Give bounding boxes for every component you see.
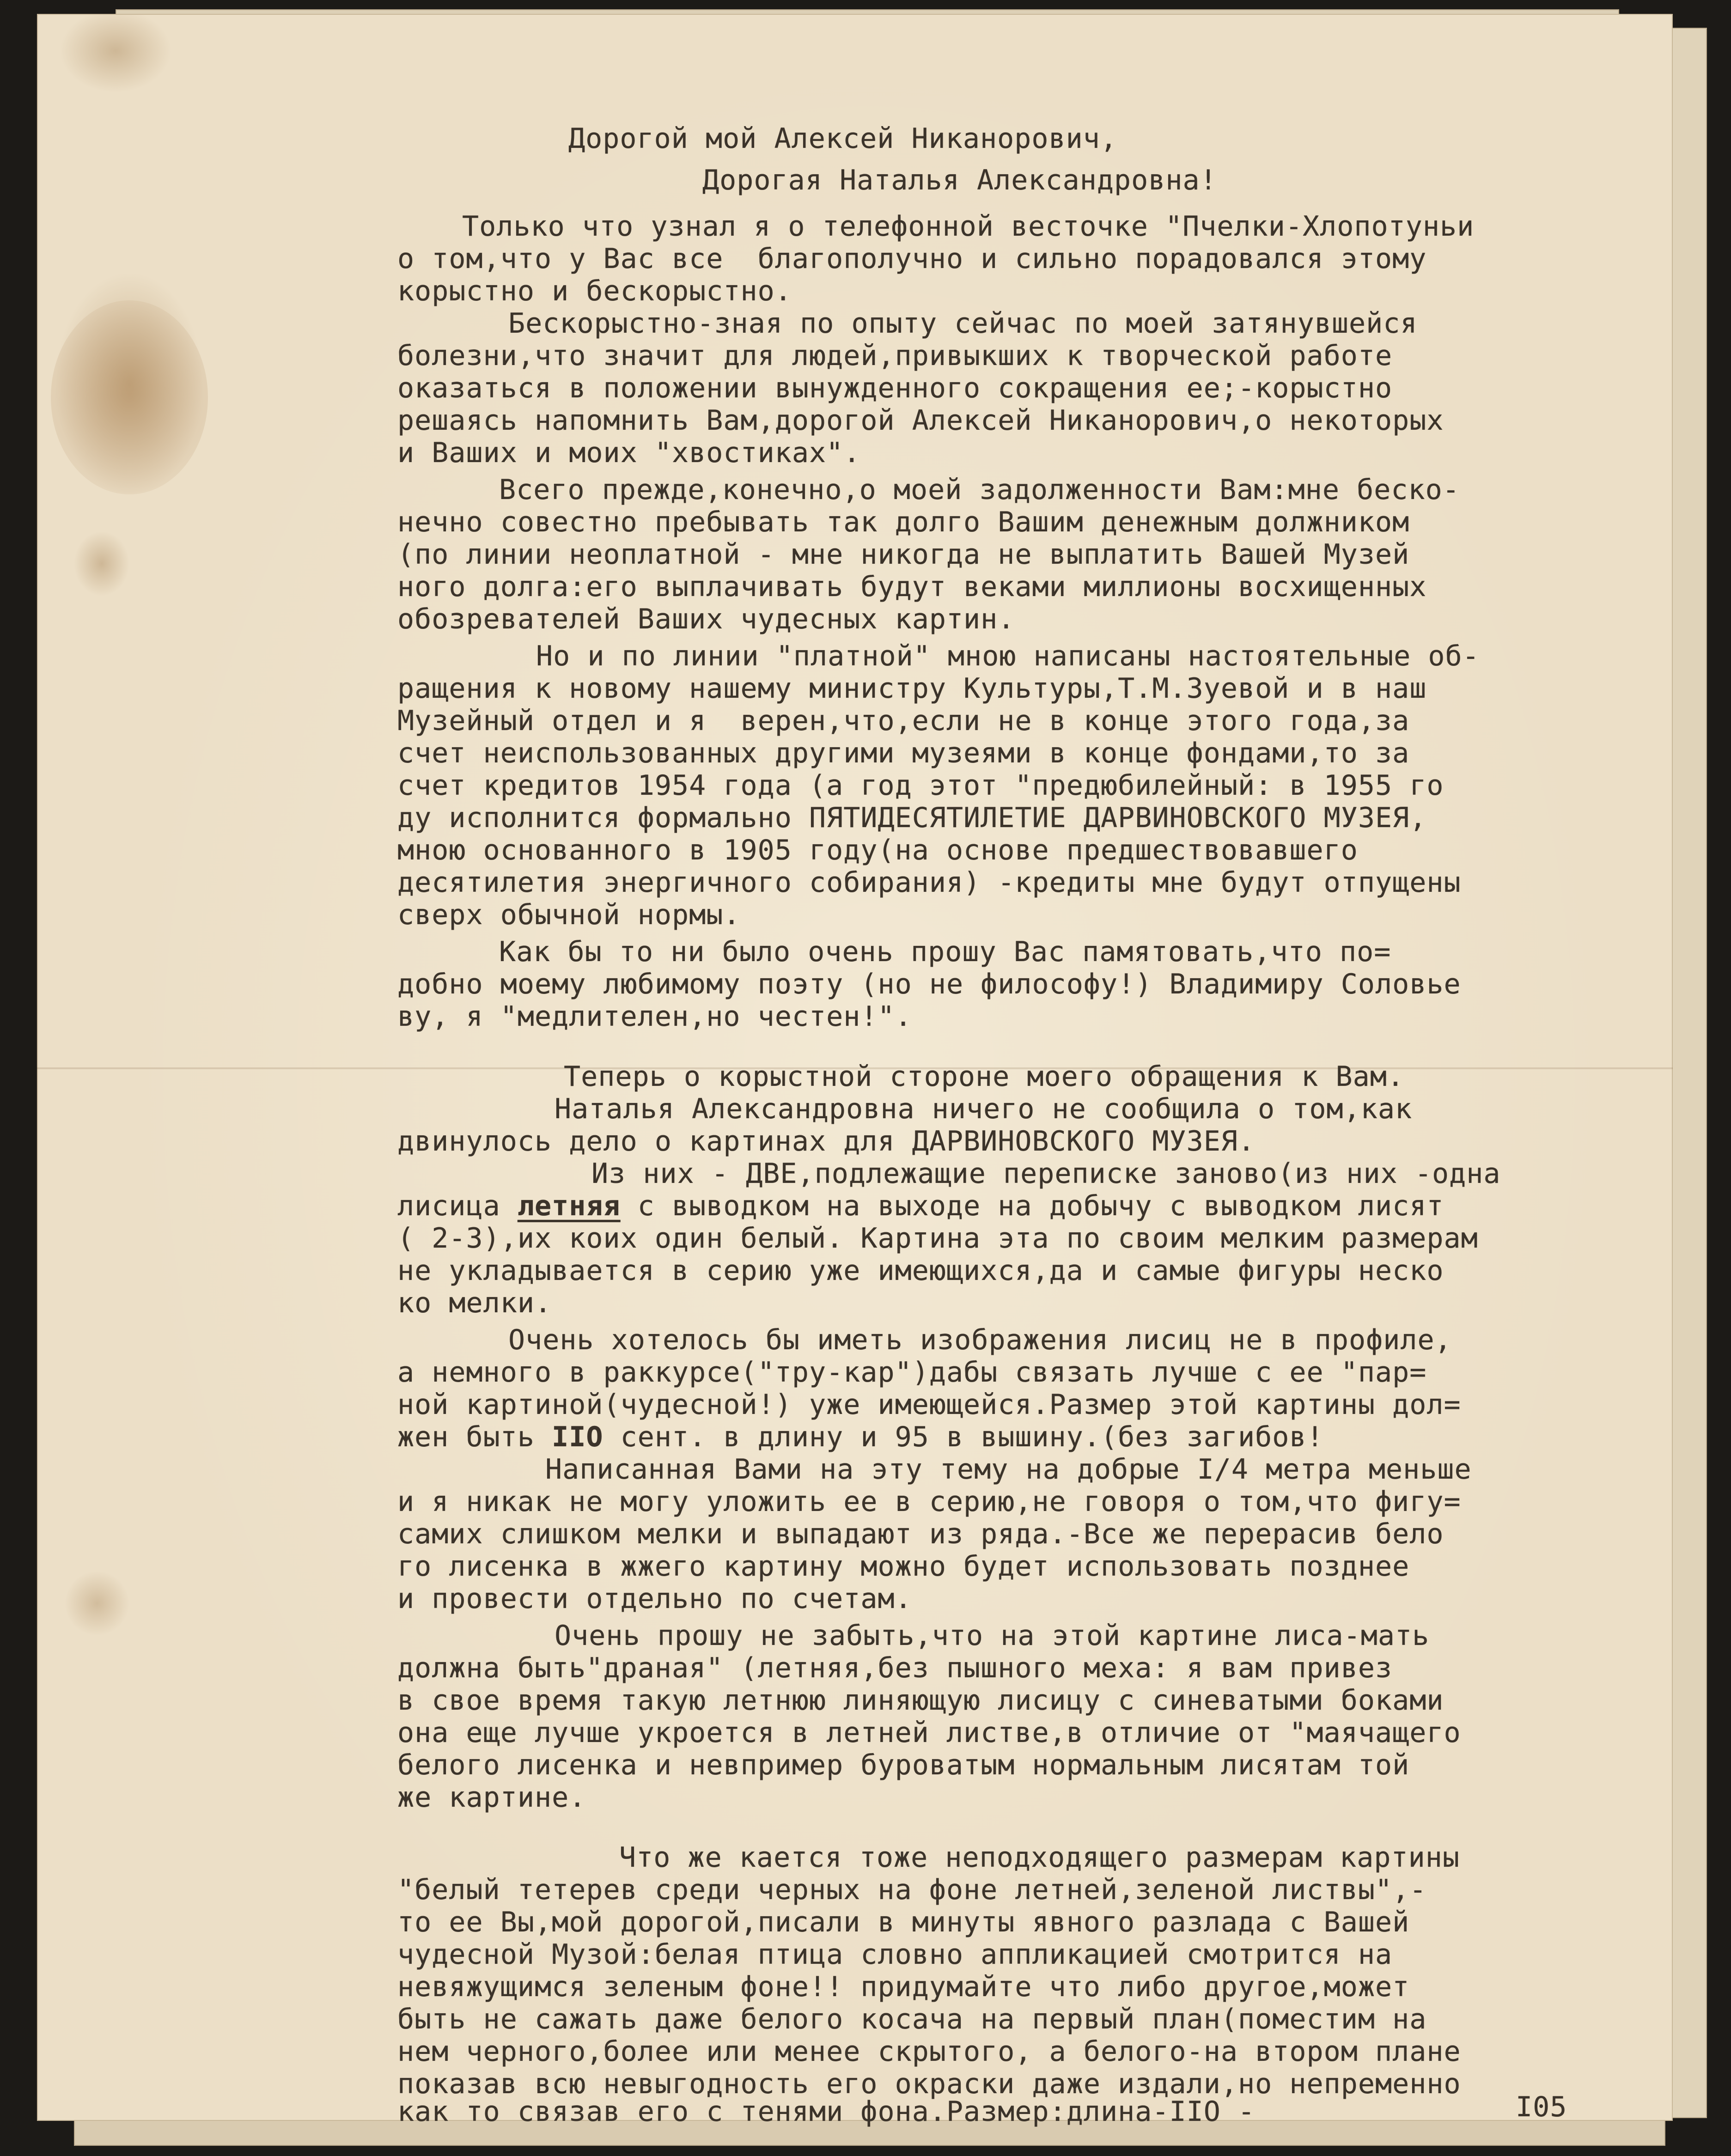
text-line: болезни,что значит для людей,привыкших к творческой работе	[397, 340, 1393, 372]
text-line: ( 2-3),их коих один белый. Картина эта по своим мелким размерам	[397, 1222, 1478, 1255]
text-line: Бескорыстно-зная по опыту сейчас по моей затянувшейся	[508, 307, 1418, 340]
text-line: ращения к новому нашему министру Культуры,Т.М.Зуевой и в наш	[397, 672, 1427, 705]
text-line: белого лисенка и невпример буроватым нормальным лисятам той	[397, 1749, 1410, 1781]
text-line: Очень хотелось бы иметь изображения лисиц не в профиле,	[508, 1324, 1452, 1356]
text-line: и я никак не могу уложить ее в серию,не говоря о том,что фигу=	[397, 1486, 1461, 1518]
text-line: Что же кается тоже неподходящего размерам картины	[619, 1841, 1460, 1874]
text-line: ву, я "медлителен,но честен!".	[397, 1000, 912, 1033]
text-line: решаясь напомнить Вам,дорогой Алексей Никанорович,о некоторых	[397, 404, 1444, 437]
text-line: оказаться в положении вынужденного сокращения ее;-корыстно	[397, 372, 1393, 404]
text-line: Очень прошу не забыть,что на этой картине лиса-мать	[555, 1620, 1430, 1652]
text-line: то ее Вы,мой дорогой,писали в минуты явного разлада с Вашей	[397, 1906, 1410, 1938]
underlined-word: летняя	[517, 1190, 621, 1222]
text-line-with-bold	[397, 1423, 1324, 1453]
text-line: ной картиной(чудесной!) уже имеющейся.Размер этой картины дол=	[397, 1389, 1461, 1421]
bold-number: IIO	[552, 1421, 603, 1453]
text-line: как то связав его с тенями фона.Размер:длина-IIO -	[397, 2095, 1256, 2128]
text-line: мною основанного в 1905 году(на основе предшествовавшего	[397, 834, 1358, 866]
text-line: сверх обычной нормы.	[397, 899, 741, 931]
text-line: Всего прежде,конечно,о моей задолженности Вам:мне беско-	[499, 474, 1460, 506]
text-line: го лисенка в жжего картину можно будет использовать позднее	[397, 1550, 1410, 1583]
text-line: и Ваших и моих "хвостиках".	[397, 437, 861, 469]
text-line: она еще лучше укроется в летней листве,в отличие от "маячащего	[397, 1717, 1461, 1749]
text-line: добно моему любимому поэту (но не философу!) Владимиру Соловье	[397, 968, 1461, 1000]
typewritten-letter-page	[37, 14, 1673, 2128]
text-line: в свое время такую летнюю линяющую лисицу с синеватыми боками	[397, 1684, 1444, 1717]
text-line: Из них - ДВЕ,подлежащие переписке заново(из них -одна	[591, 1157, 1501, 1190]
text-fragment: с выводком на выходе на добычу с выводком лисят	[620, 1190, 1444, 1222]
text-fragment: сент. в длину и 95 в вышину.(без загибов!	[603, 1421, 1324, 1453]
text-line: и провести отдельно по счетам.	[397, 1583, 912, 1615]
text-line: нечно совестно пребывать так долго Вашим денежным должником	[397, 506, 1410, 538]
text-line: чудесной Музой:белая птица словно аппликацией смотрится на	[397, 1938, 1393, 1971]
letter-text	[37, 14, 1673, 2128]
text-line: счет неиспользованных другими музеями в конце фондами,то за	[397, 737, 1410, 769]
text-line: Наталья Александровна ничего не сообщила о том,как	[555, 1093, 1413, 1125]
text-line: Теперь о корыстной стороне моего обращения к Вам.	[564, 1060, 1405, 1093]
text-line: показав всю невыгодность его окраски даже издали,но непременно	[397, 2068, 1461, 2100]
text-line: должна быть"драная" (летняя,без пышного меха: я вам привез	[397, 1652, 1393, 1684]
text-line: же картине.	[397, 1781, 586, 1814]
text-line: Написанная Вами на эту тему на добрые I/4 метра меньше	[545, 1453, 1472, 1486]
text-line: ного долга:его выплачивать будут веками миллионы восхищенных	[397, 571, 1427, 603]
text-fragment: лисица	[397, 1190, 518, 1222]
text-line: Только что узнал я о телефонной весточке "Пчелки-Хлопотуньи	[462, 210, 1475, 243]
text-line: быть не сажать даже белого косача на первый план(поместим на	[397, 2003, 1427, 2035]
text-line: ду исполнится формально ПЯТИДЕСЯТИЛЕТИЕ ДАРВИНОВСКОГО МУЗЕЯ,	[397, 802, 1427, 834]
text-line: о том,что у Вас все благополучно и сильно порадовался этому	[397, 243, 1427, 275]
text-line-with-underline	[397, 1192, 1444, 1222]
text-line: ко мелки.	[397, 1287, 552, 1319]
salutation-line: Дорогой мой Алексей Никанорович,	[568, 122, 1117, 155]
page-edge-number: I05	[1516, 2091, 1567, 2123]
text-fragment: жен быть	[397, 1421, 552, 1453]
text-line: корыстно и бескорыстно.	[397, 275, 792, 307]
text-line: не укладывается в серию уже имеющихся,да и самые фигуры неско	[397, 1255, 1444, 1287]
text-line: нем черного,более или менее скрытого, а белого-на втором плане	[397, 2035, 1461, 2068]
text-line: самих слишком мелки и выпадают из ряда.-Все же перерасив бело	[397, 1518, 1444, 1550]
text-line: Как бы то ни было очень прошу Вас памятовать,что по=	[499, 936, 1391, 968]
text-line: Но и по линии "платной" мною написаны настоятельные об-	[536, 640, 1480, 672]
text-line: "белый тетерев среди черных на фоне летней,зеленой листвы",-	[397, 1874, 1427, 1906]
text-line: двинулось дело о картинах для ДАРВИНОВСКОГО МУЗЕЯ.	[397, 1125, 1256, 1157]
text-line: счет кредитов 1954 года (а год этот "предюбилейный: в 1955 го	[397, 769, 1444, 802]
salutation-line: Дорогая Наталья Александровна!	[702, 164, 1217, 196]
text-line: (по линии неоплатной - мне никогда не выплатить Вашей Музей	[397, 538, 1410, 571]
text-line: Музейный отдел и я верен,что,если не в конце этого года,за	[397, 705, 1410, 737]
text-line: невяжущимся зеленым фоне!! придумайте что либо другое,может	[397, 1971, 1410, 2003]
text-line: а немного в раккурсе("тру-кар")дабы связать лучше с ее "пар=	[397, 1356, 1427, 1389]
text-line: десятилетия энергичного собирания) -кредиты мне будут отпущены	[397, 866, 1461, 899]
text-line: обозревателей Ваших чудесных картин.	[397, 603, 1015, 635]
